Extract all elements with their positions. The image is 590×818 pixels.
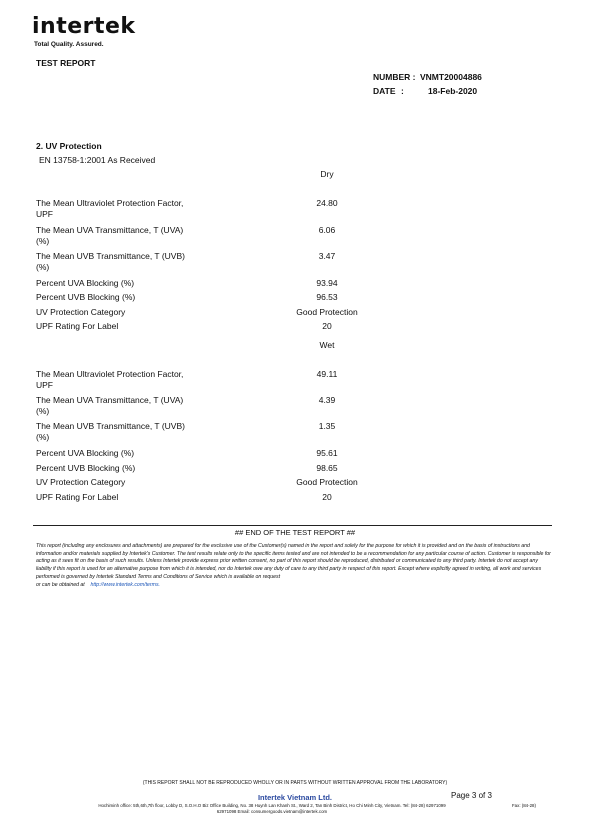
row-label: The Mean UVA Transmittance, T (UVA) (%) xyxy=(36,395,184,416)
row-value: 98.65 xyxy=(316,463,338,473)
intertek-logo: intertek xyxy=(32,14,136,39)
row-label: The Mean Ultraviolet Protection Factor, UPF xyxy=(36,198,184,219)
number-label: NUMBER : xyxy=(373,72,416,82)
row-label: The Mean UVB Transmittance, T (UVB) (%) xyxy=(36,421,185,442)
row-label: Percent UVA Blocking (%) xyxy=(36,278,135,288)
date-colon: : xyxy=(401,86,404,96)
row-label: Percent UVA Blocking (%) xyxy=(36,448,135,458)
condition-dry-label: Dry xyxy=(320,169,334,179)
disclaimer xyxy=(36,543,554,589)
date-label: DATE xyxy=(373,86,396,96)
row-value: 4.39 xyxy=(318,395,336,405)
logo-tagline: Total Quality. Assured. xyxy=(34,41,104,48)
disclaimer-link-prefix: or can be obtained at xyxy=(36,581,85,588)
row-label: UV Protection Category xyxy=(36,307,126,317)
report-number: VNMT20004886 xyxy=(420,72,482,82)
test-standard: EN 13758-1:2001 As Received xyxy=(39,155,156,165)
row-label: UPF Rating For Label xyxy=(36,321,119,331)
row-label: Percent UVB Blocking (%) xyxy=(36,463,136,473)
terms-link[interactable]: http://www.intertek.com/terms. xyxy=(90,581,160,588)
disclaimer-text: This report (including any enclosures and attachments) are prepared for the exclusive use of the Customer(s) named in the report and solely for the purpose for which it is provided and on the basis of instructions and information and/or materials supplied by Intertek's Customer. The test results relate only to the specific items tested and are not intended to be a recommendation for any particular course of action. Customer is responsible for acting as it sees fit on the basis of such results. Unless Intertek provide express prior written consent, no part of this report should be reproduced, distributed or communicated to any third party. Intertek do not accept any liability if this report is used for an alternative purpose from which it is intended, nor do Intertek owe any duty of care to any third party in respect of this report. Except where explicitly agreed in writing, all work and services performed is governed by Intertek Standard Terms and Conditions of Service which is available on request xyxy=(36,543,551,580)
footer-fax: Fax: (84-28) xyxy=(512,803,536,808)
row-label: Percent UVB Blocking (%) xyxy=(36,292,136,302)
row-value: 93.94 xyxy=(316,278,338,288)
row-value: 20 xyxy=(322,492,332,502)
address-line-2: 62971098 Email: consumergoods.vietnam@intertek.com xyxy=(216,809,328,814)
row-value: 20 xyxy=(322,321,332,331)
row-value: 95.61 xyxy=(316,448,338,458)
row-value: Good Protection xyxy=(296,307,358,317)
divider xyxy=(33,525,552,526)
row-label: The Mean Ultraviolet Protection Factor, UPF xyxy=(36,369,184,390)
company-name: Intertek Vietnam Ltd. xyxy=(257,793,333,802)
end-of-report: ## END OF THE TEST REPORT ## xyxy=(234,528,356,537)
row-value: 24.80 xyxy=(316,198,338,208)
section-title: 2. UV Protection xyxy=(36,141,102,151)
row-label: UV Protection Category xyxy=(36,477,126,487)
report-title: TEST REPORT xyxy=(36,58,96,68)
row-value: 1.35 xyxy=(318,421,336,431)
row-label: The Mean UVB Transmittance, T (UVB) (%) xyxy=(36,251,185,272)
row-value: 6.06 xyxy=(318,225,336,235)
row-label: The Mean UVA Transmittance, T (UVA) (%) xyxy=(36,225,184,246)
footer-notice: (THIS REPORT SHALL NOT BE REPRODUCED WHOLLY OR IN PARTS WITHOUT WRITTEN APPROVAL FROM THE LABORATORY) xyxy=(142,780,448,786)
page-number: Page 3 of 3 xyxy=(451,791,492,800)
address-line: Hochiminh office: 5th,6th,7th floor, Lobby D, S.O.H.O Biz Office Building, No. 38 Huynh Lan Khanh St., Ward 2, Tan Binh District, Ho Chi Minh City, Vietnam. Tel: (84-28) 62971099 xyxy=(98,803,446,808)
footer-address xyxy=(32,803,512,815)
row-label: UPF Rating For Label xyxy=(36,492,119,502)
row-value: Good Protection xyxy=(296,477,358,487)
row-value: 96.53 xyxy=(316,292,338,302)
row-value: 49.11 xyxy=(316,369,338,379)
row-value: 3.47 xyxy=(318,251,336,261)
report-date: 18-Feb-2020 xyxy=(428,86,478,96)
condition-wet-label: Wet xyxy=(319,340,335,350)
